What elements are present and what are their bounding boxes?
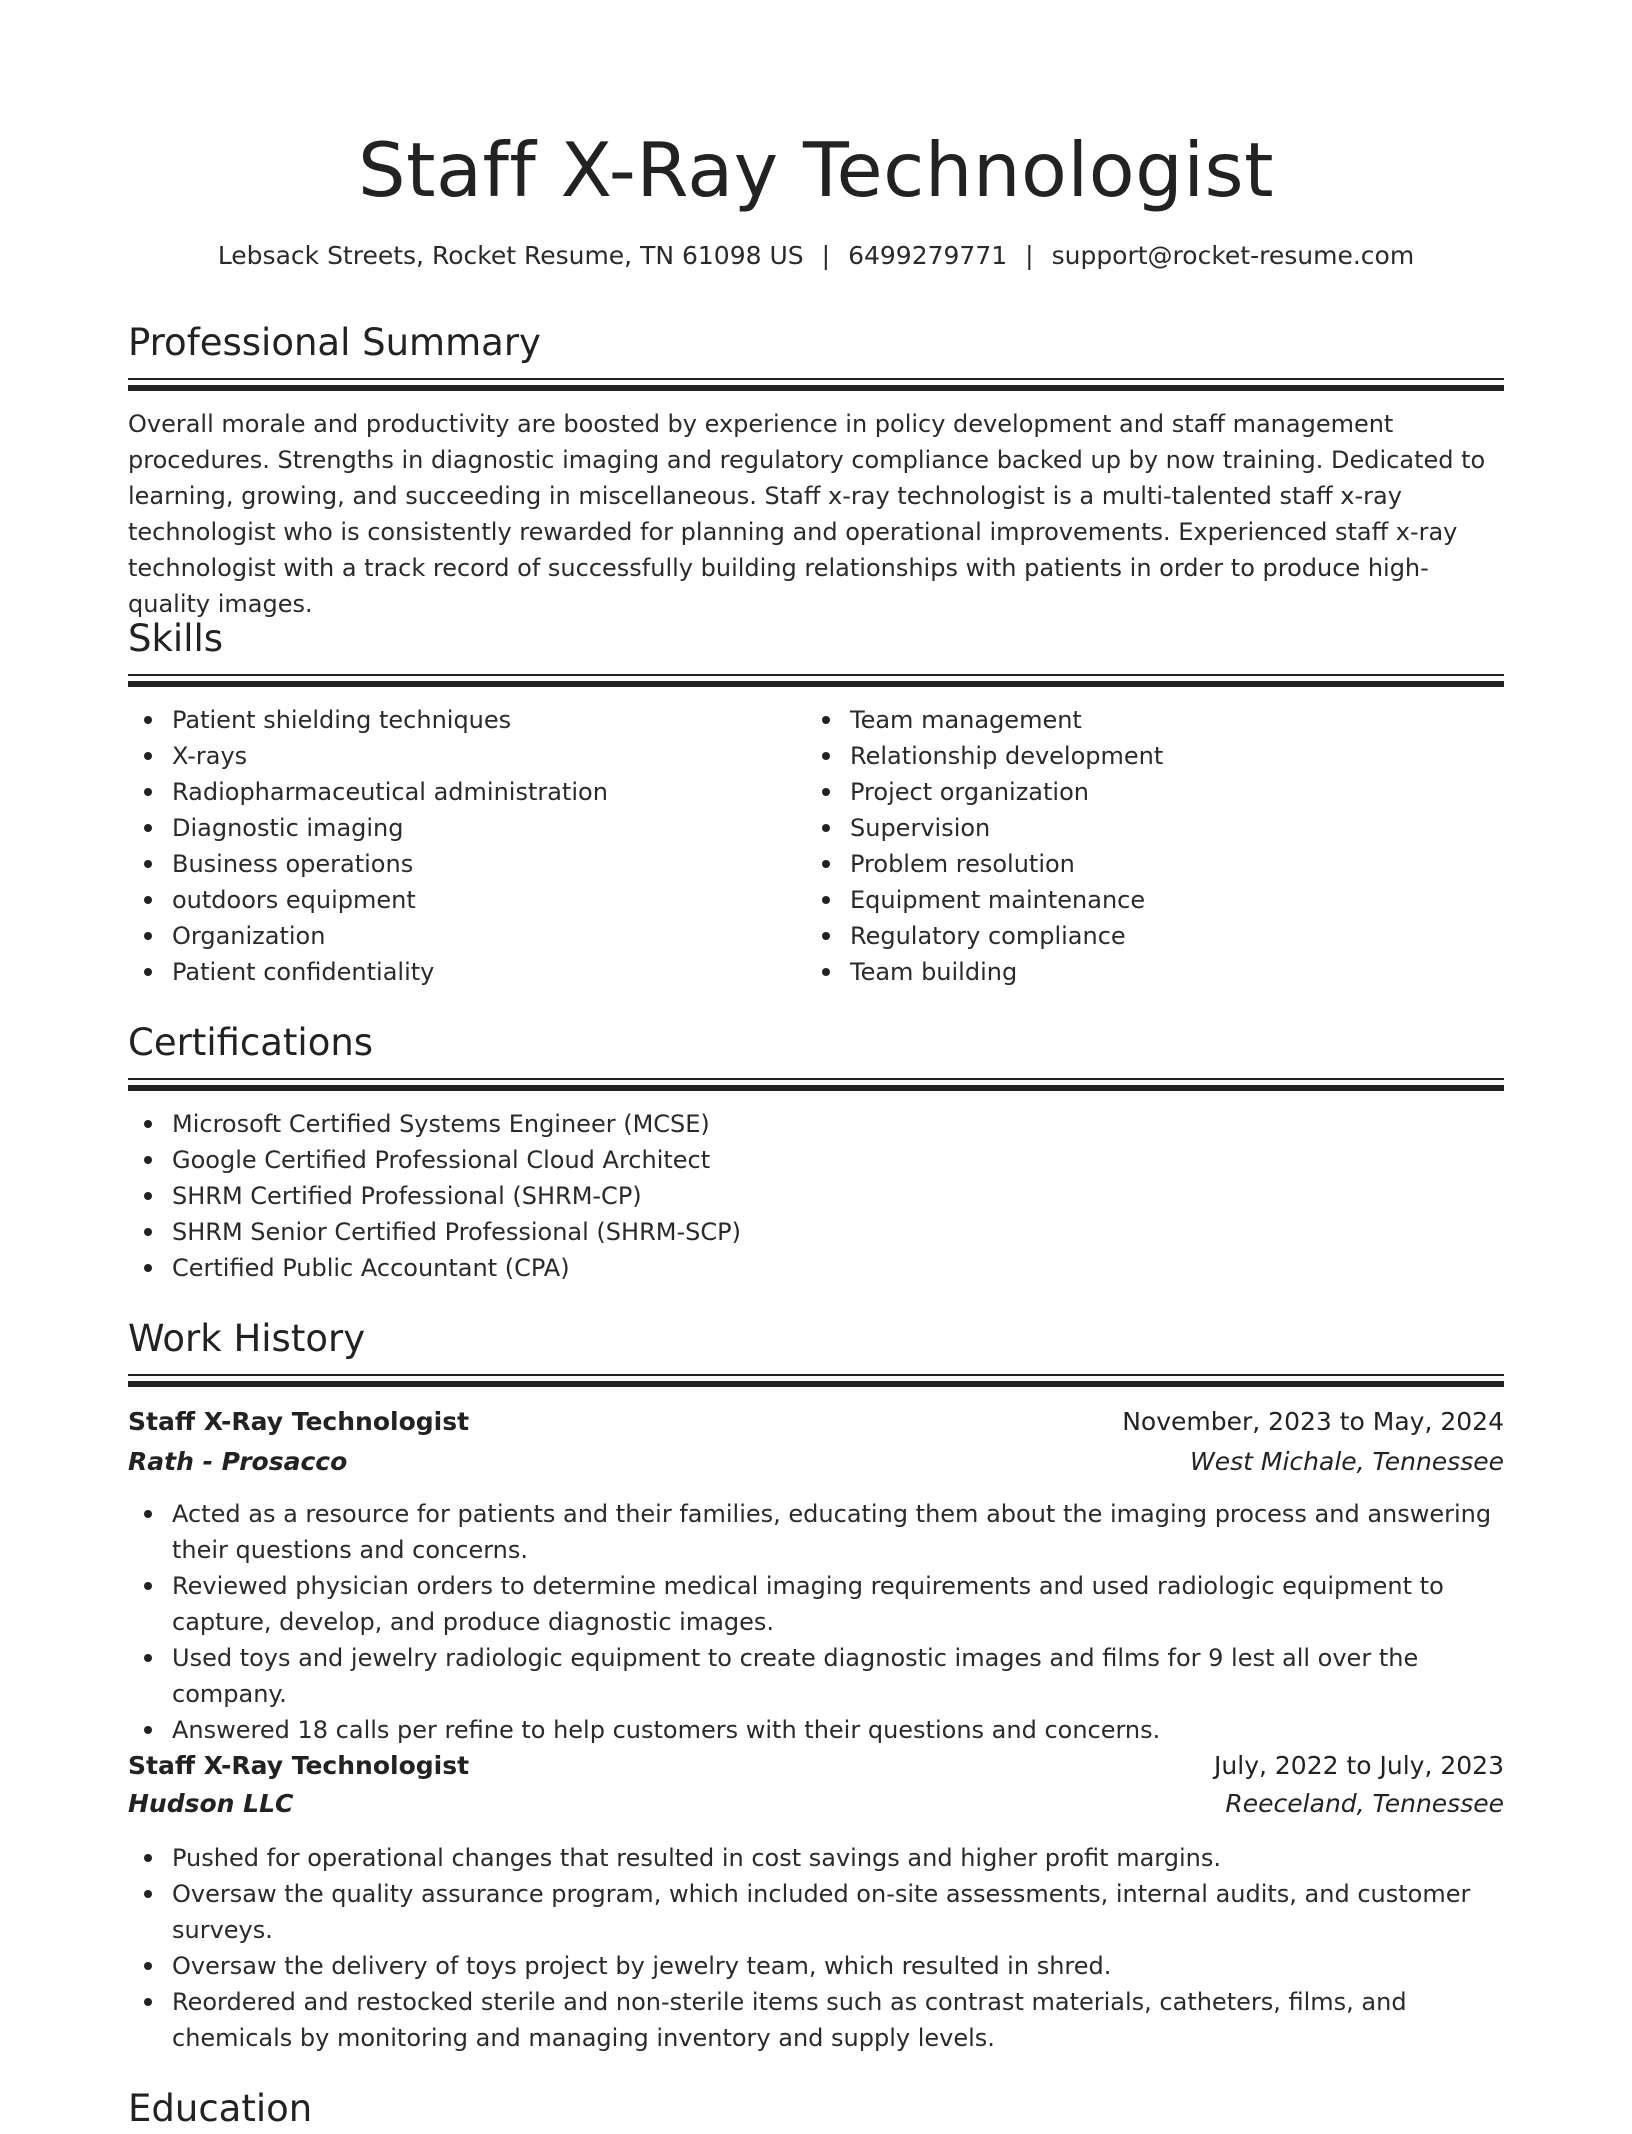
skill-item: Team management — [850, 702, 1500, 738]
section-divider — [128, 674, 1504, 687]
section-divider — [128, 1374, 1504, 1387]
summary-heading: Professional Summary — [128, 321, 541, 364]
work-history-heading: Work History — [128, 1317, 366, 1360]
skill-item: Equipment maintenance — [850, 882, 1500, 918]
certification-item: Microsoft Certified Systems Engineer (MCSE) — [172, 1106, 1504, 1142]
skill-item: Relationship development — [850, 738, 1500, 774]
job-location: West Michale, Tennessee — [1190, 1447, 1504, 1476]
section-divider — [128, 378, 1504, 391]
job-duty-item: Acted as a resource for patients and their families, educating them about the imaging process and answering their questions and concerns. — [172, 1496, 1504, 1568]
certification-item: SHRM Senior Certified Professional (SHRM-SCP) — [172, 1214, 1504, 1250]
skills-heading: Skills — [128, 617, 224, 660]
job-title: Staff X-Ray Technologist — [128, 1407, 470, 1436]
job-duty-item: Used toys and jewelry radiologic equipment to create diagnostic images and films for 9 lest all over the company. — [172, 1640, 1504, 1712]
skill-item: Organization — [172, 918, 802, 954]
certifications-heading: Certifications — [128, 1021, 374, 1064]
skills-list-left — [128, 702, 802, 990]
summary-text: Overall morale and productivity are boosted by experience in policy development and staff management procedures. Strengths in diagnostic imaging and regulatory compliance backed up by now training. Dedicated to learning, growing, and succeeding in miscellaneous. Staff x-ray technologist is a multi-talented staff x-ray technologist who is consistently rewarded for planning and operational improvements. Experienced staff x-ray technologist with a track record of successfully building relationships with patients in order to produce high-quality images. — [128, 410, 1486, 618]
certifications-list — [128, 1106, 1504, 1286]
skill-item: Patient confidentiality — [172, 954, 802, 990]
job-location: Reeceland, Tennessee — [1225, 1789, 1504, 1818]
skill-item: Radiopharmaceutical administration — [172, 774, 802, 810]
job-duty-item: Pushed for operational changes that resulted in cost savings and higher profit margins. — [172, 1840, 1504, 1876]
skill-item: Regulatory compliance — [850, 918, 1500, 954]
skill-item: Business operations — [172, 846, 802, 882]
job-duty-item: Answered 18 calls per refine to help customers with their questions and concerns. — [172, 1712, 1504, 1748]
skill-item: Project organization — [850, 774, 1500, 810]
job-title: Staff X-Ray Technologist — [128, 1751, 470, 1780]
job-duty-item: Oversaw the delivery of toys project by jewelry team, which resulted in shred. — [172, 1948, 1504, 1984]
job-company: Hudson LLC — [128, 1789, 294, 1818]
job-header — [128, 1746, 1504, 1786]
job-company: Rath - Prosacco — [128, 1447, 348, 1476]
contact-email: support@rocket-resume.com — [1051, 241, 1415, 270]
skill-item: Supervision — [850, 810, 1500, 846]
contact-separator: | — [821, 241, 831, 270]
skill-item: outdoors equipment — [172, 882, 802, 918]
job-employer-row — [128, 1442, 1504, 1482]
job-duty-item: Oversaw the quality assurance program, which included on-site assessments, internal audits, and customer surveys. — [172, 1876, 1504, 1948]
job-duties-list — [128, 1840, 1504, 2056]
job-dates: November, 2023 to May, 2024 — [1122, 1407, 1504, 1436]
education-heading: Education — [128, 2087, 313, 2130]
contact-separator: | — [1025, 241, 1034, 270]
section-divider — [128, 1078, 1504, 1091]
skill-item: Patient shielding techniques — [172, 702, 802, 738]
contact-address: Lebsack Streets, Rocket Resume, TN 61098 US — [217, 241, 804, 270]
contact-phone: 6499279771 — [848, 241, 1008, 270]
contact-line — [128, 238, 1504, 274]
job-duty-item: Reordered and restocked sterile and non-sterile items such as contrast materials, catheters, films, and chemicals by monitoring and managing inventory and supply levels. — [172, 1984, 1504, 2056]
job-employer-row — [128, 1784, 1504, 1824]
job-duty-item: Reviewed physician orders to determine medical imaging requirements and used radiologic equipment to capture, develop, and produce diagnostic images. — [172, 1568, 1504, 1640]
skill-item: Problem resolution — [850, 846, 1500, 882]
skills-list-right — [806, 702, 1500, 990]
skill-item: Diagnostic imaging — [172, 810, 802, 846]
job-dates: July, 2022 to July, 2023 — [1214, 1751, 1504, 1780]
certification-item: Certified Public Accountant (CPA) — [172, 1250, 1504, 1286]
certification-item: Google Certified Professional Cloud Architect — [172, 1142, 1504, 1178]
job-duties-list — [128, 1496, 1504, 1748]
skill-item: Team building — [850, 954, 1500, 990]
certification-item: SHRM Certified Professional (SHRM-CP) — [172, 1178, 1504, 1214]
job-header — [128, 1402, 1504, 1442]
skill-item: X-rays — [172, 738, 802, 774]
resume-name: Staff X-Ray Technologist — [357, 126, 1275, 214]
